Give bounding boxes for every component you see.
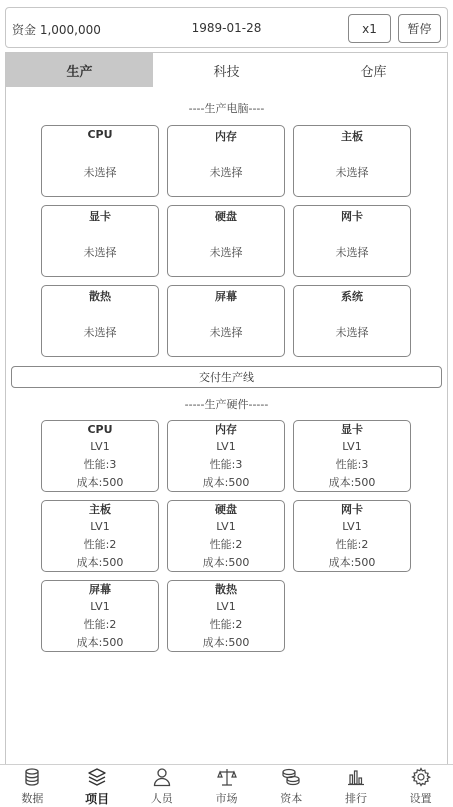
funds-label: 资金 1,000,000	[12, 23, 101, 37]
slot-value: 未选择	[83, 326, 117, 339]
slot-name: 主板	[341, 130, 363, 143]
hardware-card-gpu[interactable]	[293, 420, 411, 492]
hardware-level: LV1	[216, 520, 236, 533]
hardware-cost: 成本:500	[328, 556, 376, 569]
hardware-cost: 成本:500	[202, 556, 250, 569]
hardware-name: CPU	[87, 423, 113, 436]
nav-staff[interactable]	[129, 765, 194, 807]
pc-slot-grid	[41, 125, 413, 357]
hardware-name: 内存	[215, 423, 237, 436]
top-status-bar	[5, 7, 448, 48]
nav-data[interactable]	[0, 765, 65, 807]
produce-pc-title: ----生产电脑----	[188, 102, 265, 115]
nav-label: 项目	[85, 792, 110, 806]
slot-name: 内存	[215, 130, 237, 143]
hardware-name: 散热	[215, 583, 237, 596]
main-panel	[5, 52, 448, 764]
hardware-card-screen[interactable]	[41, 580, 159, 652]
hardware-performance: 性能:3	[83, 458, 117, 471]
hardware-level: LV1	[90, 440, 110, 453]
deliver-production-line-button[interactable]: 交付生产线	[11, 366, 442, 388]
hardware-name: 网卡	[341, 503, 363, 516]
hardware-level: LV1	[90, 520, 110, 533]
slot-value: 未选择	[335, 326, 369, 339]
hardware-card-nic[interactable]	[293, 500, 411, 572]
hardware-performance: 性能:2	[335, 538, 369, 551]
hardware-cost: 成本:500	[328, 476, 376, 489]
hardware-level: LV1	[342, 440, 362, 453]
nav-project[interactable]	[65, 765, 130, 807]
hardware-performance: 性能:3	[209, 458, 243, 471]
pc-slot-screen[interactable]	[167, 285, 285, 357]
slot-value: 未选择	[83, 166, 117, 179]
slot-name: 显卡	[89, 210, 111, 223]
coins-icon	[281, 767, 301, 787]
hardware-cost: 成本:500	[76, 636, 124, 649]
slot-name: 网卡	[341, 210, 363, 223]
hardware-name: 显卡	[341, 423, 363, 436]
nav-capital[interactable]	[259, 765, 324, 807]
nav-ranking[interactable]	[324, 765, 389, 807]
pc-slot-gpu[interactable]	[41, 205, 159, 277]
hardware-name: 硬盘	[215, 503, 237, 516]
scale-icon	[217, 767, 237, 787]
hardware-cost: 成本:500	[202, 636, 250, 649]
hardware-performance: 性能:2	[209, 618, 243, 631]
gear-icon	[411, 767, 431, 787]
pc-slot-cooling[interactable]	[41, 285, 159, 357]
slot-name: 系统	[341, 290, 363, 303]
nav-label: 市场	[215, 792, 238, 805]
slot-value: 未选择	[83, 246, 117, 259]
nav-label: 排行	[344, 792, 367, 805]
hardware-card-memory[interactable]	[167, 420, 285, 492]
hardware-cost: 成本:500	[76, 476, 124, 489]
speed-button[interactable]: x1	[348, 14, 391, 43]
hardware-performance: 性能:2	[83, 618, 117, 631]
bottom-nav	[0, 764, 453, 807]
hardware-level: LV1	[216, 600, 236, 613]
produce-hardware-title: -----生产硬件-----	[184, 398, 269, 411]
hardware-grid	[41, 420, 413, 652]
slot-name: CPU	[87, 128, 113, 141]
pause-button[interactable]: 暂停	[398, 14, 441, 43]
layers-icon	[87, 767, 107, 787]
pc-slot-nic[interactable]	[293, 205, 411, 277]
pc-slot-memory[interactable]	[167, 125, 285, 197]
hardware-card-cooling[interactable]	[167, 580, 285, 652]
slot-name: 散热	[89, 290, 111, 303]
nav-settings[interactable]	[388, 765, 453, 807]
pc-slot-system[interactable]	[293, 285, 411, 357]
nav-label: 人员	[150, 792, 173, 805]
slot-value: 未选择	[209, 166, 243, 179]
hardware-level: LV1	[90, 600, 110, 613]
hardware-cost: 成本:500	[76, 556, 124, 569]
game-date: 1989-01-28	[191, 21, 262, 35]
hardware-name: 屏幕	[89, 583, 111, 596]
slot-value: 未选择	[209, 326, 243, 339]
bar-chart-icon	[346, 767, 366, 787]
hardware-card-disk[interactable]	[167, 500, 285, 572]
slot-name: 硬盘	[215, 210, 237, 223]
hardware-level: LV1	[342, 520, 362, 533]
hardware-performance: 性能:2	[209, 538, 243, 551]
nav-market[interactable]	[194, 765, 259, 807]
tab-technology[interactable]: 科技	[213, 64, 240, 80]
hardware-name: 主板	[89, 503, 111, 516]
slot-value: 未选择	[335, 166, 369, 179]
person-icon	[152, 767, 172, 787]
tab-bar	[6, 53, 447, 87]
tab-production[interactable]: 生产	[6, 53, 153, 87]
hardware-performance: 性能:2	[83, 538, 117, 551]
hardware-cost: 成本:500	[202, 476, 250, 489]
database-icon	[22, 767, 42, 787]
hardware-performance: 性能:3	[335, 458, 369, 471]
nav-label: 数据	[21, 792, 44, 805]
hardware-card-cpu[interactable]	[41, 420, 159, 492]
slot-value: 未选择	[209, 246, 243, 259]
nav-label: 设置	[409, 792, 432, 805]
tab-warehouse[interactable]: 仓库	[360, 64, 387, 80]
hardware-card-motherboard[interactable]	[41, 500, 159, 572]
pc-slot-motherboard[interactable]	[293, 125, 411, 197]
nav-label: 资本	[280, 792, 303, 805]
pc-slot-disk[interactable]	[167, 205, 285, 277]
slot-name: 屏幕	[215, 290, 237, 303]
slot-value: 未选择	[335, 246, 369, 259]
hardware-level: LV1	[216, 440, 236, 453]
pc-slot-cpu[interactable]	[41, 125, 159, 197]
